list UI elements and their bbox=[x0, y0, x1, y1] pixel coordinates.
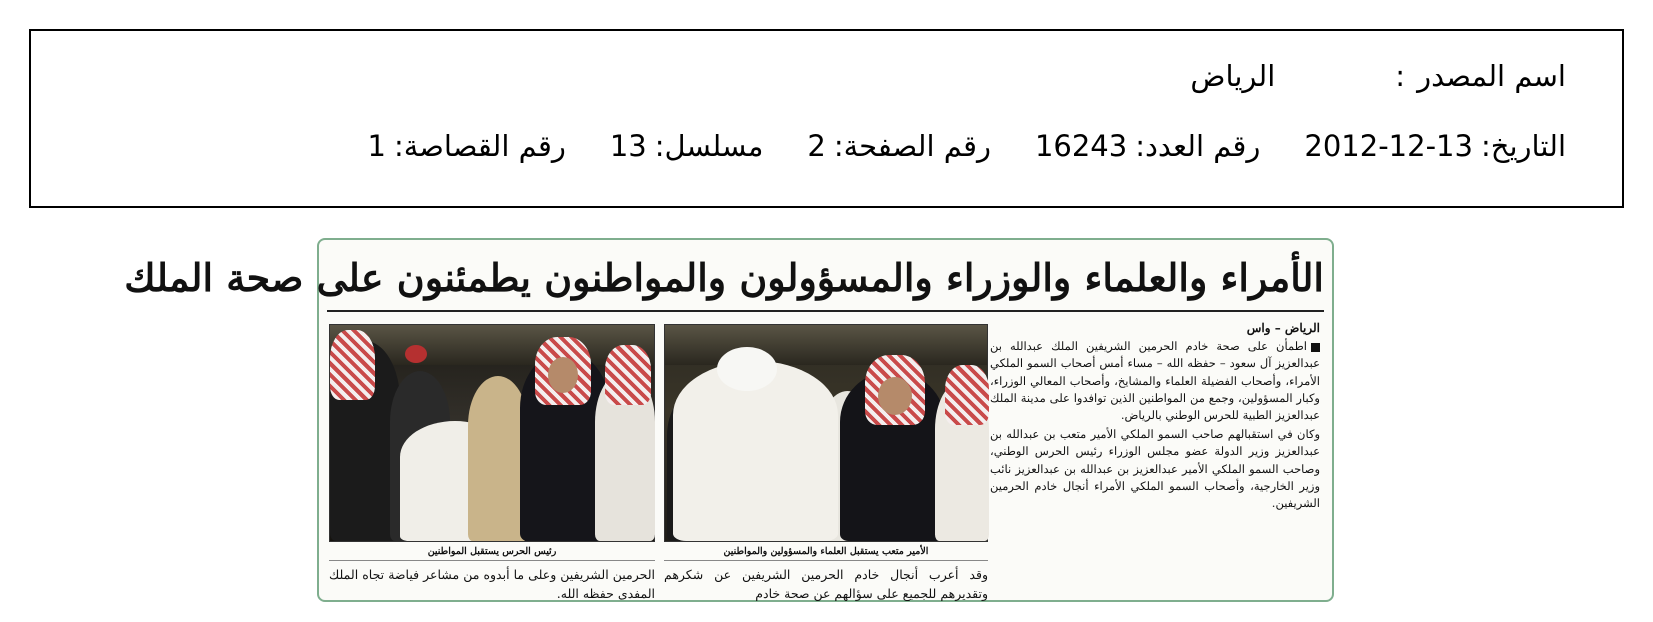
article-paragraph-text: اطمأن على صحة خادم الحرمين الشريفين الملك عبدالله بن عبدالعزيز آل سعود – حفظه الله – مساء أمس أصحاب السمو الملكي الأمراء، وأصحاب الفضيلة العلماء والمشايخ، وأصحاب المعالي الوزراء، وكبار المسؤولين، وجمع من المواطنين الذين توافدوا على مدينة الملك عبدالعزيز الطبية للحرس الوطني بالرياض. bbox=[990, 339, 1320, 423]
source-colon: : bbox=[1395, 59, 1406, 93]
news-photo-citizens bbox=[329, 324, 655, 542]
photo-turban bbox=[717, 347, 777, 391]
photo-figure-beige-bisht bbox=[468, 376, 528, 541]
date-label: التاريخ: bbox=[1480, 129, 1566, 163]
photo-beret bbox=[405, 345, 427, 363]
source-row bbox=[1190, 58, 1566, 94]
article-paragraph: وكان في استقبالهم صاحب السمو الملكي الأمير متعب بن عبدالله بن عبدالعزيز وزير الدولة عضو مجلس الوزراء رئيس الحرس الوطني، وصاحب السمو الملكي الأمير عبدالعزيز بن عبدالله بن عبدالعزيز نائب وزير الخارجية، وأصحاب السمو الملكي الأمراء أنجال خادم الحرمين الشريفين. bbox=[990, 427, 1320, 511]
photo-ghutra bbox=[605, 345, 651, 405]
continuation-column: الحرمين الشريفين وعلى ما أبدوه من مشاعر فياضة تجاه الملك المفدى حفظه الله. bbox=[329, 567, 655, 601]
details-row bbox=[368, 128, 1567, 164]
date-field bbox=[1304, 128, 1566, 164]
headline-divider bbox=[327, 310, 1324, 312]
issue-value: 16243 bbox=[1034, 129, 1128, 163]
issue-label: رقم العدد: bbox=[1135, 129, 1261, 163]
photo-ceiling bbox=[665, 325, 987, 365]
bullet-square-icon bbox=[1311, 343, 1320, 352]
photo-face bbox=[878, 377, 912, 415]
date-value: 2012-12-13 bbox=[1304, 129, 1473, 163]
newspaper-clipping bbox=[124, 238, 1334, 602]
page-field bbox=[807, 128, 991, 164]
page-value: 2 bbox=[807, 129, 826, 163]
issue-field bbox=[1035, 128, 1260, 164]
source-label: اسم المصدر bbox=[1417, 59, 1566, 93]
photo-caption: رئيس الحرس يستقبل المواطنين bbox=[427, 546, 557, 557]
clip-label: رقم القصاصة: bbox=[393, 129, 566, 163]
source-value: الرياض bbox=[1190, 59, 1276, 93]
article-dateline: الرياض – واس bbox=[1246, 321, 1320, 335]
serial-value: 13 bbox=[609, 129, 647, 163]
article-body bbox=[990, 320, 1320, 590]
serial-label: مسلسل: bbox=[654, 129, 764, 163]
page-label: رقم الصفحة: bbox=[833, 129, 991, 163]
caption-divider bbox=[664, 560, 988, 561]
news-photo-reception bbox=[664, 324, 988, 542]
clip-value: 1 bbox=[367, 129, 386, 163]
photo-ghutra bbox=[330, 330, 375, 400]
photo-face bbox=[548, 357, 578, 393]
clip-field bbox=[368, 128, 566, 164]
photo-caption: الأمير متعب يستقبل العلماء والمسؤولين والمواطنين bbox=[723, 546, 929, 557]
serial-field bbox=[610, 128, 764, 164]
article-paragraph bbox=[990, 338, 1320, 424]
continuation-column: وقد أعرب أنجال خادم الحرمين الشريفين عن شكرهم وتقديرهم للجميع على سؤالهم عن صحة خادم bbox=[664, 567, 988, 601]
photo-ghutra bbox=[945, 365, 989, 425]
clipping-metadata-box bbox=[29, 29, 1624, 208]
caption-divider bbox=[329, 560, 655, 561]
article-headline: الأمراء والعلماء والوزراء والمسؤولون والمواطنون يطمئنون على صحة الملك bbox=[124, 255, 1324, 300]
